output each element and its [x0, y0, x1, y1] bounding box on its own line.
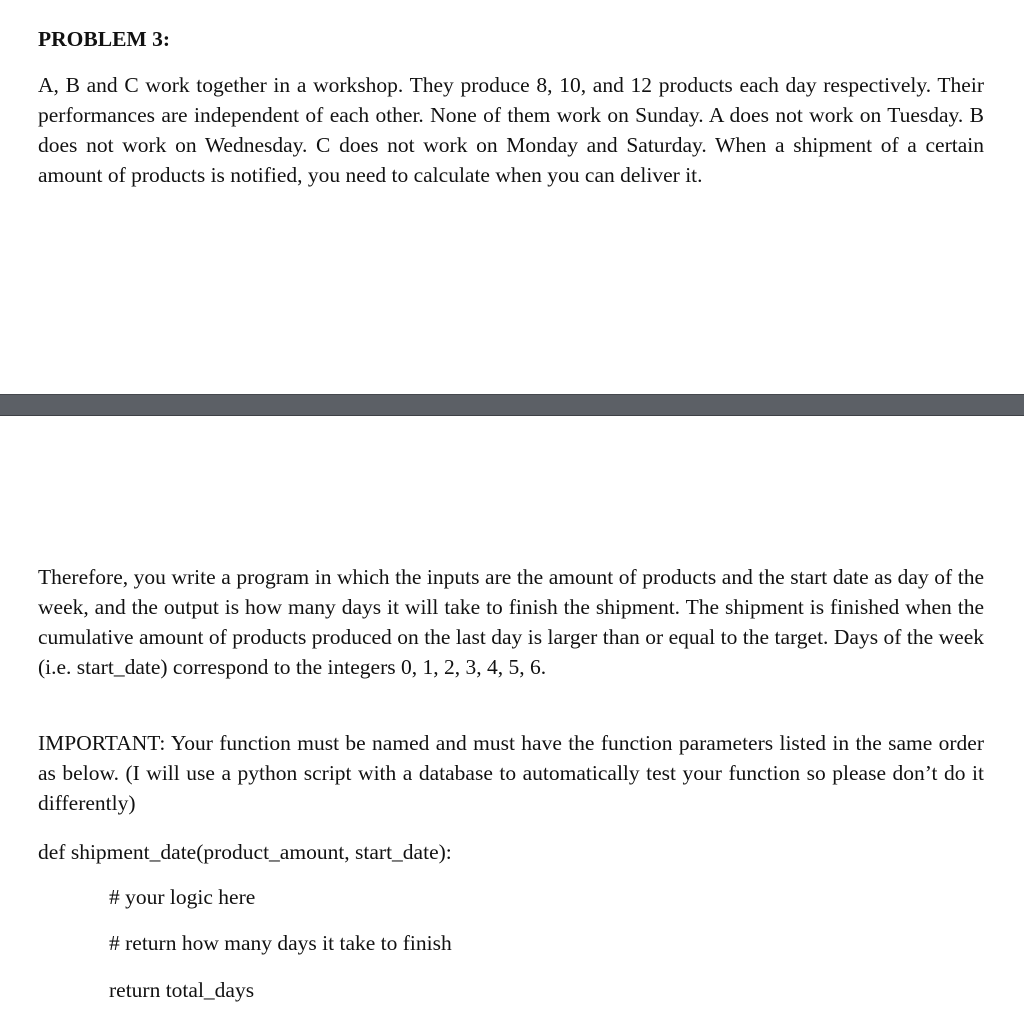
problem-title: PROBLEM 3: [38, 27, 170, 51]
function-signature: def shipment_date(product_amount, start_date): [38, 840, 452, 864]
code-comment-logic: # your logic here [109, 885, 256, 909]
task-paragraph: Therefore, you write a program in which the inputs are the amount of products and the start date as day of the week, and the output is how many days it will take to finish the shipment. The shipment is finished when the cumulative amount of products produced on the last day is larger than or equal to the target. Days of the week (i.e. start_date) correspond to the integers 0, 1, 2, 3, 4, 5, 6. [38, 565, 984, 679]
code-comment-return: # return how many days it take to finish [109, 931, 452, 955]
problem-intro-paragraph: A, B and C work together in a workshop. They produce 8, 10, and 12 products each day respectively. Their performances are independent of each other. None of them work on Sunday. A does not work on Tuesday. B does not work on Wednesday. C does not work on Monday and Saturday. When a shipment of a certain amount of products is notified, you need to calculate when you can deliver it. [38, 73, 984, 187]
important-note-paragraph: IMPORTANT: Your function must be named and must have the function parameters listed in the same order as below. (I will use a python script with a database to automatically test your function so please don’t do it differently) [38, 731, 984, 815]
code-return-statement: return total_days [109, 978, 255, 1002]
section-divider [0, 394, 1024, 416]
